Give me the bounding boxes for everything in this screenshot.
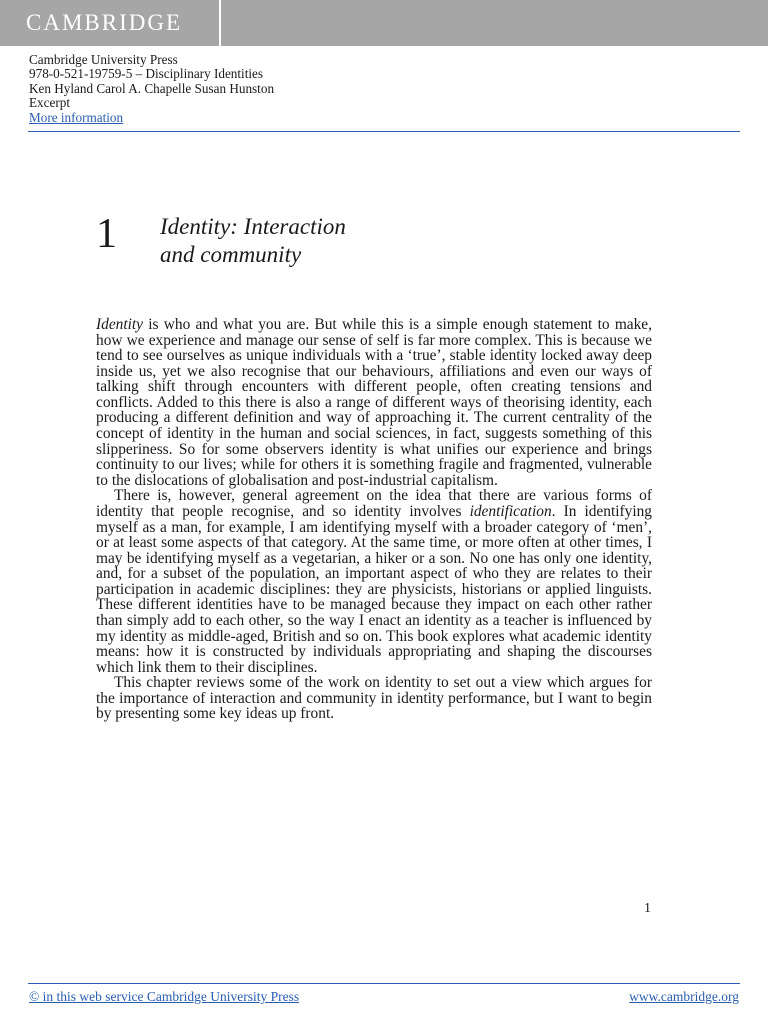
chapter-body (96, 317, 652, 722)
paragraph-3: This chapter reviews some of the work on identity to set out a view which argues for the importance of interaction and community in identity performance, but I want to begin by presenting some key ideas up front. (96, 674, 652, 723)
chapter-number: 1 (96, 211, 117, 257)
chapter-title (160, 213, 346, 269)
page-number: 1 (644, 901, 651, 916)
paragraph-2-start: There is, however, general agreement on the idea that there are various forms of identity that people recognise, and so identity involves (96, 487, 652, 520)
header-banner (0, 0, 768, 46)
paragraph-2-text: . In identifying myself as a man, for example, I am identifying myself with a broader category of ‘men’, or at least some aspects of that category. At the same time, or more often at other times, I may be identifying myself as a vegetarian, a hiker or a son. No one has only one identity, and, for a subset of the population, an important aspect of who they are relates to their participation in academic disciplines: they are physicists, historians or applied linguists. These different identities have to be managed because they impact on each other rather than simply add to each other, so the way I enact an identity as a teacher is influenced by my identity as middle-aged, British and so on. This book explores what academic identity means: how it is constructed by individuals appropriating and shaping the discourses which link them to their disciplines. (96, 502, 652, 676)
chapter-title-line-2: and community (160, 242, 302, 267)
isbn-title: 978-0-521-19759-5 – Disciplinary Identities (29, 66, 264, 82)
emphasis-identity: Identity (96, 316, 144, 333)
emphasis-identification: identification (469, 502, 552, 520)
footer-divider (28, 983, 740, 984)
cambridge-logo[interactable]: CAMBRIDGE (26, 10, 183, 35)
publisher-name: Cambridge University Press (29, 52, 178, 67)
authors: Ken Hyland Carol A. Chapelle Susan Hunston (29, 80, 275, 96)
header-divider (28, 131, 740, 132)
chapter-title-line-1: Identity: Interaction (160, 214, 346, 239)
paragraph-1-text: is who and what you are. But while this is a simple enough statement to make, how we experience and manage our sense of self is far more complex. This is because we tend to see ourselves as unique individuals with a ‘true’, stable identity locked away deep inside us, yet we also recognise that our behaviours, affiliations and even our ways of talking shift through encounters with different people, often creating tensions and conflicts. Added to this there is also a range of different ways of theorising identity, each producing a different definition and way of approaching it. The current centrality of the concept of identity in the human and social sciences, in fact, suggests something of this slipperiness. So for some observers identity is what unifies our experience and brings continuity to our lives; while for others it is something fragile and fragmented, vulnerable to the dislocations of globalisation and post-industrial capitalism. (96, 316, 652, 489)
banner-divider (219, 0, 221, 46)
excerpt-label: Excerpt (29, 95, 71, 111)
website-link[interactable]: www.cambridge.org (629, 989, 739, 1004)
book-metadata (29, 53, 274, 125)
paragraph-1 (96, 317, 652, 488)
more-information-link[interactable]: More information (29, 109, 124, 125)
copyright-link[interactable]: © in this web service Cambridge University Press (29, 989, 300, 1004)
paragraph-2 (96, 488, 652, 675)
